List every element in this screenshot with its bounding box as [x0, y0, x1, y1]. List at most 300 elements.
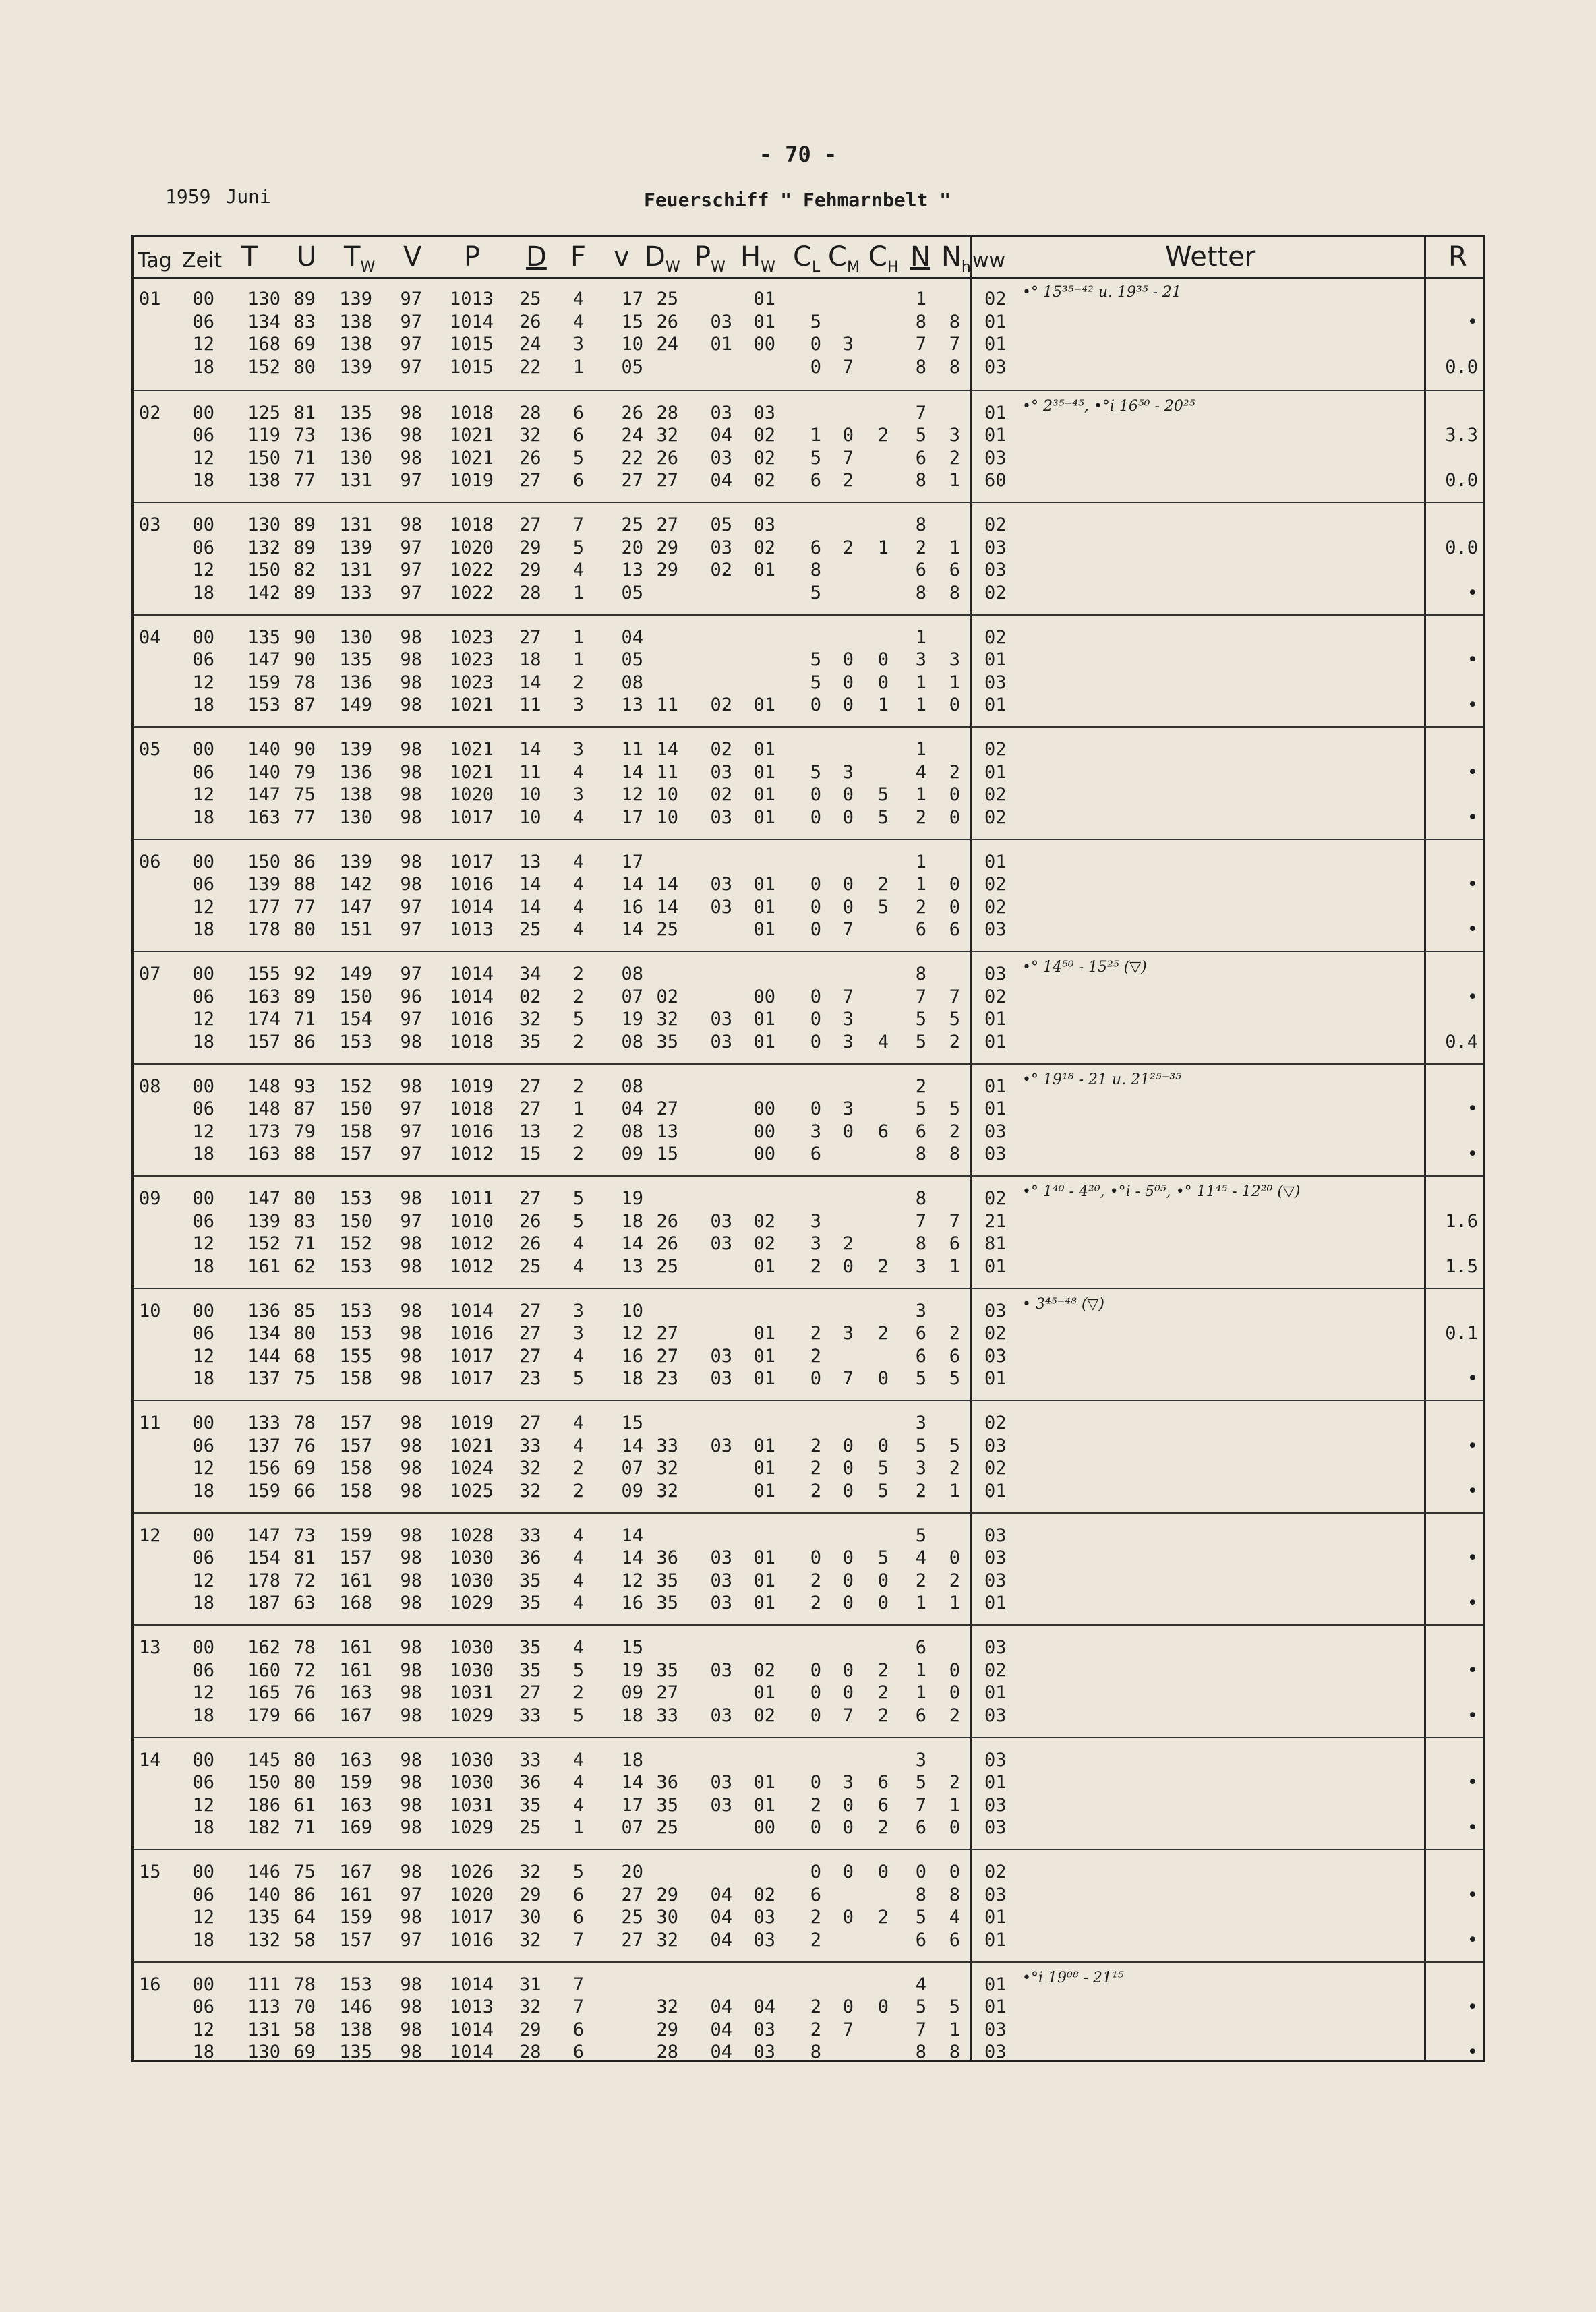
table-cell: 12: [192, 560, 214, 581]
table-cell: 27: [621, 1884, 643, 1905]
table-cell: 4: [572, 761, 584, 783]
table-cell: 01: [753, 784, 775, 805]
table-cell: 158: [339, 1121, 372, 1142]
table-cell: 01: [753, 311, 775, 332]
table-cell: 12: [192, 672, 214, 693]
table-cell: 18: [192, 1144, 214, 1164]
header-U: U: [297, 241, 317, 272]
table-cell: 147: [247, 649, 280, 670]
table-cell: 26: [656, 1210, 678, 1232]
table-cell: 6: [915, 1705, 926, 1726]
table-cell: 155: [247, 964, 280, 984]
table-cell: 36: [656, 1772, 678, 1793]
table-cell: 1014: [449, 896, 494, 918]
table-cell: 00: [753, 1144, 775, 1164]
table-cell: 3: [915, 1255, 926, 1277]
table-cell: 2: [810, 1458, 821, 1479]
day-block: [134, 502, 1483, 616]
table-cell: 28: [519, 2042, 541, 2063]
table-cell: 27: [519, 1345, 541, 1367]
table-cell: 4: [572, 1547, 584, 1568]
table-cell: 6: [810, 537, 821, 558]
precip-value: •: [1467, 1547, 1478, 1568]
table-cell: 02: [984, 582, 1007, 603]
table-cell: 26: [656, 311, 678, 332]
table-cell: 4: [572, 1413, 584, 1433]
table-cell: 152: [247, 356, 280, 378]
table-cell: 15: [621, 311, 643, 332]
table-cell: 98: [400, 1705, 422, 1726]
table-cell: 01: [984, 694, 1007, 715]
table-cell: 2: [877, 1907, 889, 1928]
table-cell: 18: [621, 1368, 643, 1389]
table-cell: 32: [519, 1009, 541, 1030]
table-cell: 13: [621, 694, 643, 715]
table-cell: 06: [192, 986, 214, 1007]
table-cell: 146: [339, 1996, 372, 2017]
table-cell: 02: [753, 1659, 775, 1681]
table-cell: 88: [293, 874, 316, 895]
table-cell: 163: [247, 986, 280, 1007]
table-cell: 130: [339, 626, 372, 648]
table-cell: 4: [572, 1794, 584, 1816]
table-cell: 0: [842, 694, 854, 715]
table-cell: 86: [293, 851, 316, 872]
table-cell: 29: [519, 560, 541, 581]
table-cell: 01: [984, 1009, 1007, 1030]
table-cell: 6: [915, 1323, 926, 1344]
table-cell: 2: [915, 1075, 926, 1097]
table-cell: 79: [293, 761, 316, 783]
table-cell: 2: [810, 1255, 821, 1277]
table-cell: 7: [949, 986, 960, 1007]
table-cell: 0: [842, 1996, 854, 2017]
table-cell: 2: [949, 1323, 960, 1344]
table-cell: 153: [339, 1300, 372, 1322]
precip-value: •: [1467, 986, 1478, 1007]
table-cell: 18: [519, 649, 541, 670]
table-cell: 27: [656, 470, 678, 491]
precip-value: •: [1467, 1772, 1478, 1793]
table-cell: 06: [192, 1210, 214, 1232]
table-cell: 3: [842, 1323, 854, 1344]
table-cell: 28: [519, 582, 541, 603]
table-cell: 0: [949, 784, 960, 805]
table-cell: 1030: [449, 1659, 494, 1681]
table-cell: 148: [247, 1098, 280, 1119]
table-cell: 2: [810, 1435, 821, 1456]
table-cell: 28: [656, 2042, 678, 2063]
table-cell: 01: [984, 1255, 1007, 1277]
table-cell: 32: [519, 1862, 541, 1883]
table-cell: 0: [949, 874, 960, 895]
table-cell: 0: [877, 649, 889, 670]
table-cell: 06: [192, 1772, 214, 1793]
table-cell: 173: [247, 1121, 280, 1142]
header-ww: ww: [972, 249, 1006, 272]
table-cell: 06: [192, 649, 214, 670]
table-cell: 5: [949, 1435, 960, 1456]
table-cell: 83: [293, 1210, 316, 1232]
table-cell: 2: [572, 1458, 584, 1479]
table-cell: 135: [339, 649, 372, 670]
table-cell: 0: [810, 1862, 821, 1883]
table-cell: 133: [339, 582, 372, 603]
table-cell: 4: [572, 1570, 584, 1591]
table-cell: 04: [710, 2019, 732, 2040]
table-cell: 01: [753, 896, 775, 918]
table-cell: 04: [621, 1098, 643, 1119]
table-cell: 04: [710, 1907, 732, 1928]
table-cell: 26: [656, 447, 678, 469]
table-cell: 66: [293, 1705, 316, 1726]
table-cell: 0: [810, 806, 821, 828]
table-cell: 18: [192, 1817, 214, 1838]
day-label: 10: [139, 1300, 161, 1322]
table-cell: 76: [293, 1435, 316, 1456]
table-cell: 00: [192, 1300, 214, 1322]
table-cell: 98: [400, 626, 422, 648]
table-cell: 01: [984, 1907, 1007, 1928]
table-cell: 7: [842, 1368, 854, 1389]
table-cell: 98: [400, 1075, 422, 1097]
table-cell: 1030: [449, 1772, 494, 1793]
table-cell: 27: [656, 1098, 678, 1119]
table-cell: 32: [519, 1996, 541, 2017]
day-label: 16: [139, 1974, 161, 1995]
table-cell: 01: [984, 1996, 1007, 2017]
table-cell: 03: [710, 1435, 732, 1456]
table-cell: 04: [710, 2042, 732, 2063]
table-cell: 0: [842, 649, 854, 670]
table-cell: 157: [339, 1413, 372, 1433]
day-label: 15: [139, 1862, 161, 1883]
precip-value: •: [1467, 1996, 1478, 2017]
table-cell: 78: [293, 1637, 316, 1658]
table-cell: 27: [656, 1323, 678, 1344]
table-cell: 2: [572, 1480, 584, 1502]
table-cell: 1011: [449, 1188, 494, 1209]
table-cell: 19: [621, 1659, 643, 1681]
table-cell: 8: [915, 1188, 926, 1209]
table-cell: 06: [192, 311, 214, 332]
table-cell: 1: [949, 1255, 960, 1277]
precip-value: •: [1467, 582, 1478, 603]
table-cell: 03: [710, 1368, 732, 1389]
table-cell: 01: [984, 425, 1007, 446]
day-label: 07: [139, 964, 161, 984]
table-cell: 35: [519, 1659, 541, 1681]
table-cell: 140: [247, 761, 280, 783]
table-cell: 02: [710, 739, 732, 760]
day-block: [134, 277, 1483, 390]
table-cell: 98: [400, 1345, 422, 1367]
table-cell: 02: [753, 470, 775, 491]
table-cell: 00: [192, 289, 214, 309]
table-cell: 62: [293, 1255, 316, 1277]
table-cell: 3: [915, 1300, 926, 1322]
table-cell: 7: [915, 2019, 926, 2040]
table-cell: 131: [339, 560, 372, 581]
table-cell: 18: [192, 1929, 214, 1951]
table-cell: 6: [915, 919, 926, 940]
table-cell: 163: [339, 1682, 372, 1703]
table-cell: 156: [247, 1458, 280, 1479]
table-cell: 27: [519, 1413, 541, 1433]
table-cell: 00: [192, 851, 214, 872]
table-cell: 14: [621, 1772, 643, 1793]
table-cell: 03: [984, 2019, 1007, 2040]
table-cell: 13: [519, 1121, 541, 1142]
table-cell: 0: [810, 1682, 821, 1703]
table-cell: 60: [984, 470, 1007, 491]
table-cell: 12: [621, 784, 643, 805]
table-cell: 4: [572, 919, 584, 940]
table-cell: 1021: [449, 761, 494, 783]
table-cell: 1018: [449, 1031, 494, 1053]
table-cell: 63: [293, 1593, 316, 1613]
table-cell: 6: [810, 470, 821, 491]
table-cell: 8: [949, 582, 960, 603]
table-cell: 0: [915, 1862, 926, 1883]
table-cell: 02: [984, 289, 1007, 309]
table-cell: 01: [753, 1031, 775, 1053]
table-cell: 3: [572, 784, 584, 805]
table-cell: 0: [810, 986, 821, 1007]
table-cell: 21: [984, 1210, 1007, 1232]
day-label: 03: [139, 514, 161, 535]
table-cell: 4: [572, 1255, 584, 1277]
table-cell: 158: [339, 1480, 372, 1502]
table-cell: 0: [810, 919, 821, 940]
table-cell: 0: [842, 425, 854, 446]
table-cell: 4: [877, 1031, 889, 1053]
table-cell: 7: [842, 1705, 854, 1726]
table-cell: 0: [949, 1659, 960, 1681]
table-cell: 35: [656, 1593, 678, 1613]
table-cell: 03: [984, 1524, 1007, 1546]
table-cell: 7: [842, 986, 854, 1007]
table-cell: 18: [192, 1031, 214, 1053]
table-cell: 03: [984, 1749, 1007, 1771]
table-cell: 80: [293, 1188, 316, 1209]
day-label: 08: [139, 1075, 161, 1097]
table-cell: 29: [656, 2019, 678, 2040]
table-cell: 35: [519, 1593, 541, 1613]
table-cell: 98: [400, 1368, 422, 1389]
table-cell: 35: [519, 1031, 541, 1053]
table-cell: 4: [915, 1974, 926, 1995]
table-cell: 58: [293, 2019, 316, 2040]
date-header: [165, 185, 286, 208]
table-cell: 0: [842, 806, 854, 828]
table-cell: 18: [192, 1705, 214, 1726]
table-cell: 6: [915, 1345, 926, 1367]
table-cell: 1014: [449, 1974, 494, 1995]
table-cell: 12: [192, 334, 214, 355]
table-cell: 2: [949, 447, 960, 469]
table-cell: 134: [247, 311, 280, 332]
precip-value: •: [1467, 806, 1478, 828]
table-cell: 7: [915, 334, 926, 355]
table-cell: 97: [400, 1210, 422, 1232]
table-cell: 0: [810, 784, 821, 805]
table-cell: 162: [247, 1637, 280, 1658]
month: Juni: [225, 185, 271, 208]
table-cell: 11: [656, 761, 678, 783]
table-cell: 01: [753, 694, 775, 715]
table-cell: 1014: [449, 1300, 494, 1322]
table-cell: 06: [192, 1323, 214, 1344]
table-cell: 78: [293, 672, 316, 693]
table-cell: 30: [656, 1907, 678, 1928]
table-cell: 1015: [449, 334, 494, 355]
table-cell: 169: [339, 1817, 372, 1838]
header-Hw: $H_W$: [740, 241, 775, 276]
table-cell: 137: [247, 1435, 280, 1456]
table-cell: 97: [400, 289, 422, 309]
table-cell: 1029: [449, 1593, 494, 1613]
table-cell: 6: [949, 1929, 960, 1951]
table-cell: 1014: [449, 2042, 494, 2063]
table-cell: 05: [621, 356, 643, 378]
weather-note: •° 15³⁵⁻⁴² u. 19³⁵ - 21: [1022, 284, 1182, 301]
table-cell: 03: [710, 1705, 732, 1726]
table-cell: 4: [572, 560, 584, 581]
table-cell: 98: [400, 1862, 422, 1883]
table-cell: 01: [753, 874, 775, 895]
table-cell: 71: [293, 1817, 316, 1838]
table-cell: 163: [247, 1144, 280, 1164]
table-cell: 16: [621, 1593, 643, 1613]
table-cell: 98: [400, 1974, 422, 1995]
table-cell: 25: [656, 1255, 678, 1277]
table-cell: 98: [400, 1570, 422, 1591]
header-N: N: [910, 241, 930, 272]
table-cell: 12: [192, 1009, 214, 1030]
table-cell: 159: [339, 1772, 372, 1793]
table-cell: 1022: [449, 582, 494, 603]
table-cell: 13: [519, 851, 541, 872]
table-cell: 02: [984, 1188, 1007, 1209]
table-cell: 25: [519, 919, 541, 940]
table-cell: 19: [621, 1188, 643, 1209]
table-cell: 8: [949, 1144, 960, 1164]
table-cell: 145: [247, 1749, 280, 1771]
table-cell: 98: [400, 1593, 422, 1613]
table-cell: 1: [915, 784, 926, 805]
table-cell: 165: [247, 1682, 280, 1703]
table-cell: 09: [621, 1682, 643, 1703]
table-cell: 0: [810, 1705, 821, 1726]
table-cell: 2: [572, 1075, 584, 1097]
table-cell: 01: [753, 1570, 775, 1591]
table-cell: 167: [339, 1862, 372, 1883]
table-cell: 98: [400, 784, 422, 805]
table-cell: 72: [293, 1659, 316, 1681]
table-cell: 27: [519, 1323, 541, 1344]
table-cell: 6: [572, 402, 584, 423]
table-cell: 2: [572, 1682, 584, 1703]
table-cell: 8: [915, 582, 926, 603]
table-cell: 111: [247, 1974, 280, 1995]
table-cell: 00: [192, 1974, 214, 1995]
table-cell: 2: [572, 672, 584, 693]
table-cell: 6: [572, 1907, 584, 1928]
table-cell: 98: [400, 1659, 422, 1681]
table-cell: 0: [877, 1368, 889, 1389]
table-cell: 1: [572, 649, 584, 670]
table-cell: 25: [519, 289, 541, 309]
table-cell: 6: [877, 1772, 889, 1793]
table-cell: 03: [984, 560, 1007, 581]
header-zeit: Zeit: [182, 249, 223, 272]
table-cell: 01: [984, 851, 1007, 872]
table-cell: 1015: [449, 356, 494, 378]
table-cell: 0: [810, 1547, 821, 1568]
precip-value: •: [1467, 1480, 1478, 1502]
table-cell: 1: [810, 425, 821, 446]
table-cell: 11: [519, 694, 541, 715]
table-cell: 1016: [449, 1929, 494, 1951]
table-cell: 1: [877, 537, 889, 558]
table-cell: 03: [984, 1884, 1007, 1905]
table-cell: 4: [572, 1345, 584, 1367]
table-cell: 90: [293, 649, 316, 670]
table-cell: 2: [877, 1682, 889, 1703]
table-cell: 1: [949, 470, 960, 491]
table-cell: 69: [293, 334, 316, 355]
table-cell: 152: [247, 1233, 280, 1254]
table-cell: 72: [293, 1570, 316, 1591]
table-cell: 161: [339, 1570, 372, 1591]
table-cell: 98: [400, 649, 422, 670]
table-cell: 1018: [449, 402, 494, 423]
table-cell: 03: [710, 447, 732, 469]
table-cell: 14: [519, 874, 541, 895]
table-cell: 1014: [449, 986, 494, 1007]
precip-value: •: [1467, 1435, 1478, 1456]
table-cell: 3: [915, 649, 926, 670]
table-cell: 4: [572, 311, 584, 332]
table-cell: 1020: [449, 784, 494, 805]
table-cell: 1: [949, 672, 960, 693]
table-cell: 01: [753, 1772, 775, 1793]
table-cell: 151: [339, 919, 372, 940]
table-cell: 2: [810, 1323, 821, 1344]
table-cell: 98: [400, 1188, 422, 1209]
table-cell: 6: [877, 1121, 889, 1142]
table-cell: 97: [400, 1144, 422, 1164]
table-cell: 87: [293, 1098, 316, 1119]
table-cell: 0: [877, 1570, 889, 1591]
table-cell: 68: [293, 1345, 316, 1367]
table-cell: 8: [949, 1884, 960, 1905]
table-cell: 3: [810, 1233, 821, 1254]
table-cell: 00: [192, 1075, 214, 1097]
table-cell: 14: [656, 739, 678, 760]
table-cell: 150: [247, 1772, 280, 1793]
table-cell: 58: [293, 1929, 316, 1951]
day-label: 04: [139, 626, 161, 648]
table-cell: 98: [400, 1524, 422, 1546]
table-cell: 8: [915, 1884, 926, 1905]
precip-value: •: [1467, 649, 1478, 670]
table-cell: 16: [621, 1345, 643, 1367]
table-cell: 5: [810, 761, 821, 783]
table-cell: 80: [293, 919, 316, 940]
table-cell: 5: [572, 537, 584, 558]
